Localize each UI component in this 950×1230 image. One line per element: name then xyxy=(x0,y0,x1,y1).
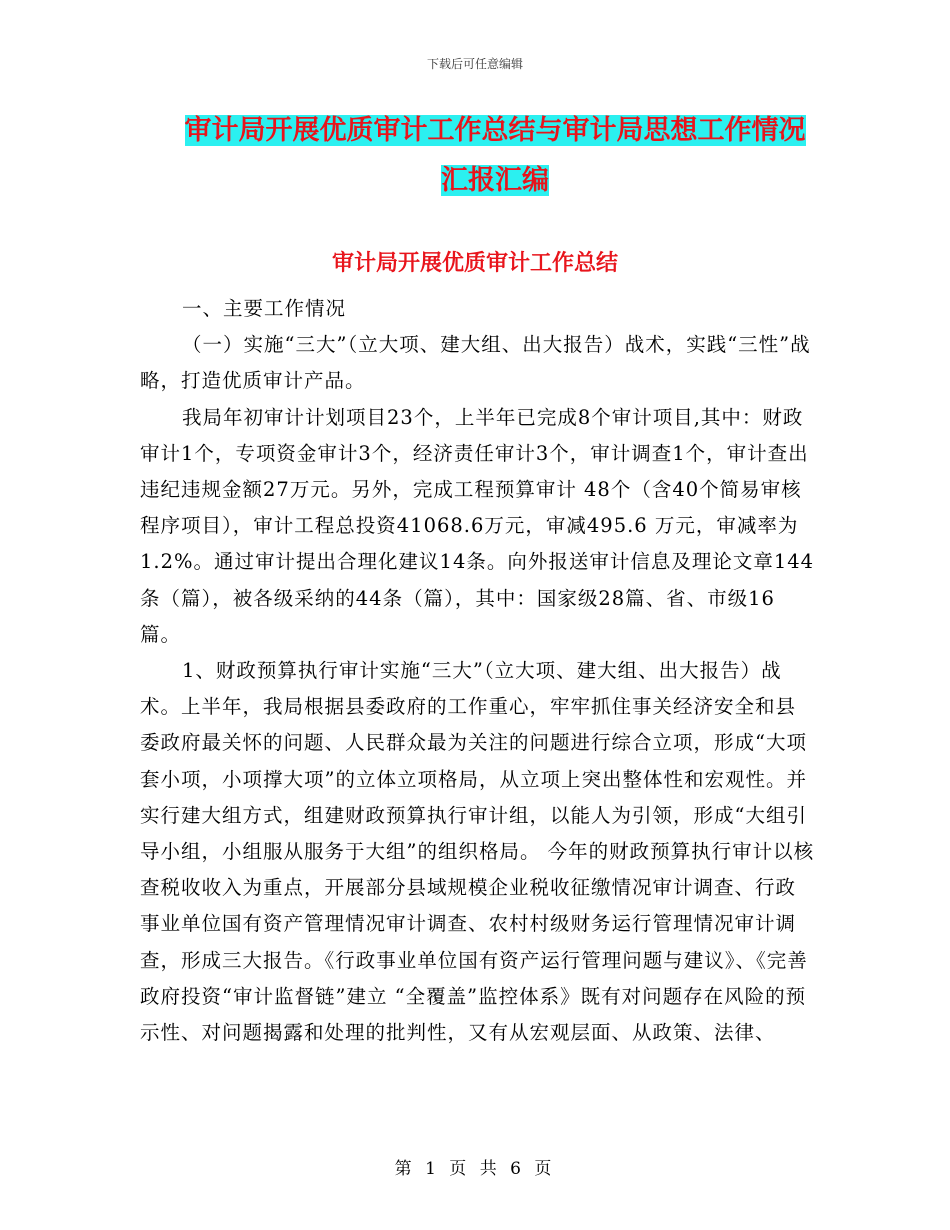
header-note: 下载后可任意编辑 xyxy=(426,57,523,71)
section-title: 审计局开展优质审计工作总结 xyxy=(331,250,618,276)
paragraph: 我局年初审计计划项目23个，上半年已完成8个审计项目,其中：财政审计1个，专项资金审计3个，经济责任审计3个，审计调查1个，审计查出违纪违规金额27万元。另外，完成工程预算审计 48个（含40个简易审核程序项目），审计工程总投资41068.6万元，审减495.6 万元，审减率为1.2%。通过审计提出合理化建议14条。向外报送审计信息及理论文章144条（篇），被各级采纳的44条（篇），其中：国家级28篇、省、市级16篇。 xyxy=(140,405,815,646)
title-line-2: 汇报汇编 xyxy=(441,165,549,196)
body-text xyxy=(140,291,815,1051)
paragraph: 1、财政预算执行审计实施“三大”（立大项、建大组、出大报告）战术。上半年，我局根据县委政府的工作重心，牢牢抓住事关经济安全和县委政府最关怀的问题、人民群众最为关注的问题进行综合立项，形成“大项套小项，小项撑大项”的立体立项格局，从立项上突出整体性和宏观性。并实行建大组方式，组建财政预算执行审计组，以能人为引领，形成“大组引导小组，小组服从服务于大组”的组织格局。 今年的财政预算执行审计以核查税收收入为重点，开展部分县域规模企业税收征缴情况审计调查、行政事业单位国有资产管理情况审计调查、农村村级财务运行管理情况审计调查，形成三大报告。《行政事业单位国有资产运行管理问题与建议》、《完善政府投资“审计监督链”建立 “全覆盖”监控体系》既有对问题存在风险的预示性、对问题揭露和处理的批判性，又有从宏观层面、从政策、法律、 xyxy=(140,659,815,1045)
document-title xyxy=(150,106,840,206)
paragraph-heading: 一、主要工作情况 xyxy=(182,297,347,320)
title-line-1: 审计局开展优质审计工作总结与审计局思想工作情况 xyxy=(184,115,806,146)
page-footer: 第 1 页 共 6 页 xyxy=(394,1159,556,1179)
paragraph: （一）实施“三大”（立大项、建大组、出大报告）战术，实践“三性”战略，打造优质审计产品。 xyxy=(140,333,811,393)
